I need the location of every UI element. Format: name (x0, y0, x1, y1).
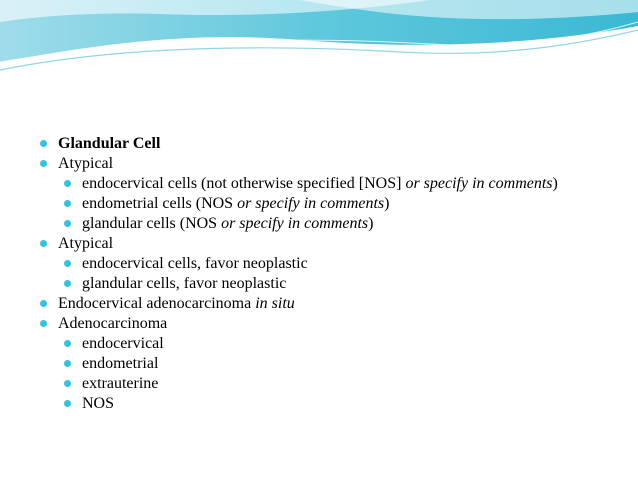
bullet-dot-icon (40, 160, 47, 167)
bullet-dot-icon (64, 380, 71, 387)
list-item (40, 314, 610, 334)
list-item (40, 214, 610, 234)
bullet-dot-icon (64, 360, 71, 367)
item-text: endometrial (82, 355, 159, 372)
bullet-dot-icon (40, 240, 47, 247)
item-text: glandular cells (NOS (82, 215, 222, 232)
item-text-italic: or specify in comments (405, 175, 553, 192)
item-text: glandular cells, favor neoplastic (82, 275, 287, 292)
item-text-end: ) (552, 175, 558, 192)
item-text-end: ) (384, 195, 390, 212)
bullet-list (40, 134, 610, 414)
item-text: endometrial cells (NOS (82, 195, 238, 212)
item-text: Adenocarcinoma (58, 315, 168, 332)
item-text: endocervical (82, 335, 164, 352)
bullet-dot-icon (64, 400, 71, 407)
bullet-dot-icon (64, 340, 71, 347)
list-item (40, 254, 610, 274)
list-item (40, 154, 610, 174)
item-text-italic: or specify in comments (221, 215, 369, 232)
bullet-dot-icon (64, 180, 71, 187)
list-item (40, 234, 610, 254)
item-text-italic: or specify in comments (237, 195, 385, 212)
item-text-italic: in situ (255, 295, 295, 312)
list-item (40, 194, 610, 214)
bullet-dot-icon (40, 300, 47, 307)
bullet-dot-icon (40, 140, 47, 147)
list-item (40, 174, 610, 194)
bullet-dot-icon (40, 320, 47, 327)
item-text: extrauterine (82, 375, 159, 392)
item-text: Atypical (58, 155, 114, 172)
bullet-dot-icon (64, 200, 71, 207)
list-item (40, 294, 610, 314)
bullet-dot-icon (64, 260, 71, 267)
bullet-dot-icon (64, 280, 71, 287)
item-text: endocervical cells (not otherwise specified [NOS] (82, 175, 406, 192)
item-text: Glandular Cell (58, 135, 161, 152)
item-text: Atypical (58, 235, 114, 252)
header-wave-decoration (0, 0, 638, 80)
list-item (40, 134, 610, 154)
list-item (40, 274, 610, 294)
list-item (40, 334, 610, 354)
list-item (40, 394, 610, 414)
bullet-dot-icon (64, 220, 71, 227)
item-text: NOS (82, 395, 115, 412)
item-text: Endocervical adenocarcinoma (58, 295, 256, 312)
item-text-end: ) (368, 215, 374, 232)
list-item (40, 354, 610, 374)
list-item (40, 374, 610, 394)
item-text: endocervical cells, favor neoplastic (82, 255, 308, 272)
slide-body (40, 134, 610, 414)
